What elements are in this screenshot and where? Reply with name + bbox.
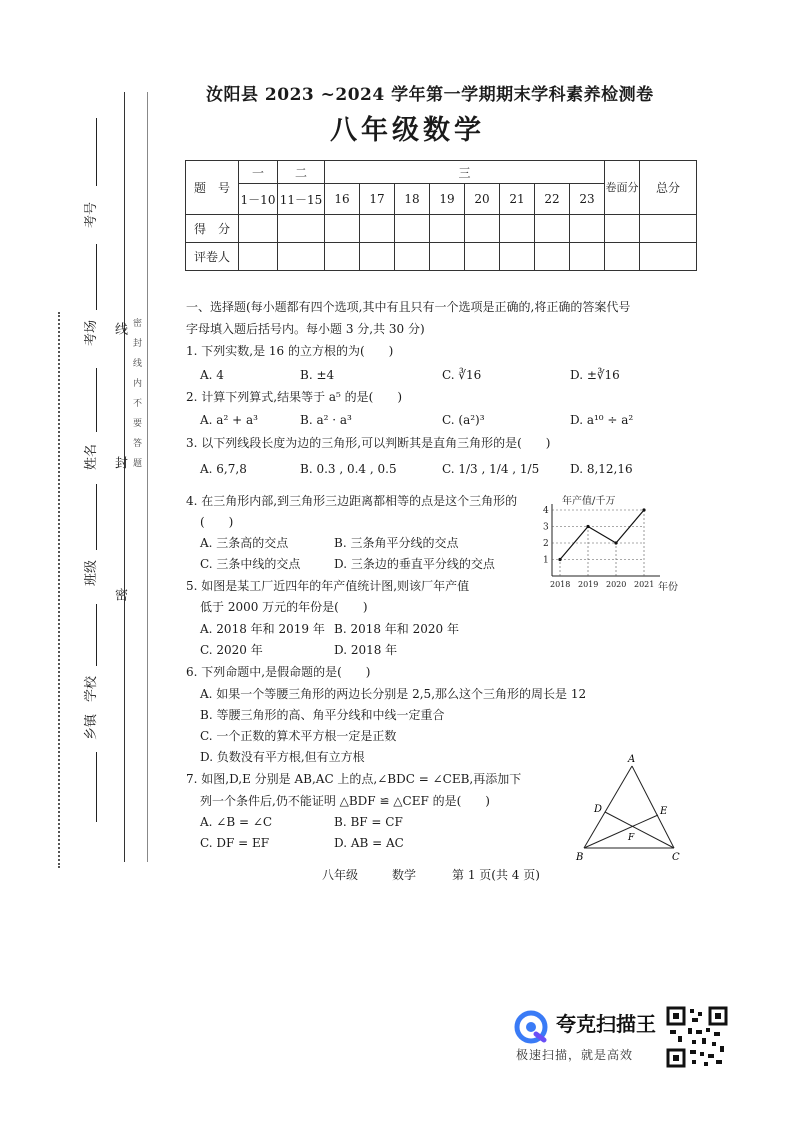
- school-label: 学校: [84, 675, 99, 702]
- exam-no-label: 考号: [84, 201, 99, 228]
- q7-stem-line1: 7. 如图,D,E 分别是 AB,AC 上的点,∠BDC = ∠CEB,再添加下: [186, 772, 522, 786]
- chart-point: [614, 541, 617, 544]
- section-three-header: 三: [325, 161, 605, 184]
- q5-option-a[interactable]: A. 2018 年和 2019 年: [200, 622, 325, 636]
- range-cell: 11－15: [278, 184, 325, 215]
- q2-option-c[interactable]: C. (a²)³: [442, 413, 485, 427]
- range-cell: 20: [465, 184, 500, 215]
- exam-no-line[interactable]: [96, 118, 97, 186]
- q4-stem-line2: ( ): [200, 515, 234, 529]
- q3-option-b[interactable]: B. 0.3 , 0.4 , 0.5: [300, 462, 397, 476]
- qr-code-icon: [666, 1006, 728, 1068]
- section-two-header: 二: [278, 161, 325, 184]
- score-cell[interactable]: [500, 215, 535, 243]
- edge-ab: [584, 766, 632, 848]
- grader-cell[interactable]: [605, 243, 640, 271]
- range-cell: 1－10: [239, 184, 278, 215]
- binding-line: [124, 92, 125, 862]
- class-line[interactable]: [96, 484, 97, 550]
- q3-option-d[interactable]: D. 8,12,16: [570, 462, 633, 476]
- production-chart: [528, 490, 688, 600]
- footer-subject: 数学: [392, 868, 417, 882]
- chart-xlabel: 年份: [658, 582, 678, 593]
- grader-row-label: 评卷人: [186, 243, 239, 271]
- q1-option-b[interactable]: B. ±4: [300, 368, 335, 382]
- q3-stem: 3. 以下列线段长度为边的三角形,可以判断其是直角三角形的是( ): [186, 436, 551, 450]
- range-cell: 21: [500, 184, 535, 215]
- grader-cell[interactable]: [278, 243, 325, 271]
- binding-border-dotted: [58, 312, 60, 868]
- section-heading-line1: 一、选择题(每小题都有四个选项,其中有且只有一个选项是正确的,将正确的答案代号: [186, 300, 631, 314]
- vertex-label-e: E: [660, 806, 668, 817]
- q4-option-b[interactable]: B. 三条角平分线的交点: [334, 536, 459, 550]
- score-cell[interactable]: [278, 215, 325, 243]
- range-cell: 23: [570, 184, 605, 215]
- chart-point: [558, 558, 561, 561]
- name-line[interactable]: [96, 368, 97, 432]
- q6-option-b[interactable]: B. 等腰三角形的高、角平分线和中线一定重合: [200, 708, 445, 722]
- class-label: 班级: [84, 559, 99, 586]
- q2-option-a[interactable]: A. a² + a³: [200, 413, 258, 427]
- vertex-label-f: F: [628, 833, 635, 843]
- grader-cell[interactable]: [325, 243, 360, 271]
- q5-stem-line1: 5. 如图是某工厂近四年的年产值统计图,则该厂年产值: [186, 579, 470, 593]
- score-cell[interactable]: [239, 215, 278, 243]
- score-cell[interactable]: [360, 215, 395, 243]
- q2-option-d[interactable]: D. a¹⁰ ÷ a²: [570, 413, 634, 427]
- q1-option-d[interactable]: D. ±∛16: [570, 368, 620, 382]
- chart-ytick-label: 4: [543, 506, 549, 516]
- q4-option-a[interactable]: A. 三条高的交点: [200, 536, 289, 550]
- room-label: 考场: [84, 319, 99, 346]
- range-cell: 16: [325, 184, 360, 215]
- range-cell: 18: [395, 184, 430, 215]
- grader-cell[interactable]: [465, 243, 500, 271]
- q4-option-d[interactable]: D. 三条边的垂直平分线的交点: [334, 557, 495, 571]
- q7-option-d[interactable]: D. AB = AC: [334, 836, 404, 850]
- vertex-label-a: A: [628, 754, 636, 765]
- q7-option-a[interactable]: A. ∠B = ∠C: [200, 815, 273, 829]
- grader-cell[interactable]: [239, 243, 278, 271]
- chart-ylabel: 年产值/千万: [562, 496, 616, 507]
- name-label: 姓名: [84, 443, 99, 470]
- binding-line-inner: [147, 92, 148, 862]
- grader-cell[interactable]: [640, 243, 697, 271]
- scanner-logo-icon: [514, 1010, 548, 1044]
- score-row-label: 得 分: [186, 215, 239, 243]
- q5-option-b[interactable]: B. 2018 年和 2020 年: [334, 622, 459, 636]
- q7-option-c[interactable]: C. DF = EF: [200, 836, 270, 850]
- score-cell[interactable]: [570, 215, 605, 243]
- scanner-slogan: 极速扫描，就是高效: [516, 1048, 634, 1062]
- grader-cell[interactable]: [360, 243, 395, 271]
- score-cell[interactable]: [640, 215, 697, 243]
- chart-xtick-label: 2019: [578, 580, 599, 589]
- chart-ytick-label: 3: [543, 522, 549, 533]
- seal-word-mi: 密: [112, 588, 127, 603]
- q4-option-c[interactable]: C. 三条中线的交点: [200, 557, 301, 571]
- footer-page: 第 1 页(共 4 页): [452, 868, 540, 882]
- chart-xtick-label: 2018: [550, 580, 571, 589]
- grader-cell[interactable]: [395, 243, 430, 271]
- q1-stem: 1. 下列实数,是 16 的立方根的为( ): [186, 344, 394, 358]
- vertex-label-d: D: [594, 804, 603, 815]
- chart-ytick-label: 1: [543, 555, 549, 566]
- score-table: [185, 160, 697, 271]
- q5-option-c[interactable]: C. 2020 年: [200, 643, 263, 657]
- school-line[interactable]: [96, 604, 97, 666]
- grader-cell[interactable]: [535, 243, 570, 271]
- binding-warning: 密 封 线 内 不 要 答 题: [131, 318, 141, 468]
- triangle-figure: [570, 752, 690, 864]
- section-one-header: 一: [239, 161, 278, 184]
- exam-subtitle: 八年级数学: [330, 115, 485, 146]
- town-line[interactable]: [96, 752, 97, 822]
- town-label: 乡镇: [84, 713, 99, 740]
- chart-point: [642, 508, 645, 511]
- score-cell[interactable]: [465, 215, 500, 243]
- q7-stem-line2: 列一个条件后,仍不能证明 △BDF ≌ △CEF 的是( ): [200, 794, 490, 808]
- q3-option-c[interactable]: C. 1/3 , 1/4 , 1/5: [442, 462, 540, 476]
- chart-xtick-label: 2020: [606, 580, 627, 589]
- q6-option-c[interactable]: C. 一个正数的算术平方根一定是正数: [200, 729, 397, 743]
- exam-title: 汝阳县 2023 ~2024 学年第一学期期末学科素养检测卷: [206, 85, 654, 105]
- range-cell: 19: [430, 184, 465, 215]
- score-cell[interactable]: [430, 215, 465, 243]
- q1-option-c[interactable]: C. ∛16: [442, 368, 482, 382]
- vertex-label-b: B: [576, 852, 584, 863]
- chart-ytick-label: 2: [543, 539, 549, 549]
- q7-option-b[interactable]: B. BF = CF: [334, 815, 403, 829]
- q2-stem: 2. 计算下列算式,结果等于 a⁵ 的是( ): [186, 390, 403, 404]
- chart-series-line: [560, 510, 644, 560]
- score-cell[interactable]: [535, 215, 570, 243]
- total-score-header: 总分: [640, 161, 697, 215]
- grader-cell[interactable]: [570, 243, 605, 271]
- range-cell: 17: [360, 184, 395, 215]
- q3-option-a[interactable]: A. 6,7,8: [200, 462, 247, 476]
- vertex-label-c: C: [672, 852, 680, 863]
- segment-cd: [605, 812, 674, 848]
- chart-xtick-label: 2021: [634, 580, 655, 589]
- score-cell[interactable]: [325, 215, 360, 243]
- q4-stem-line1: 4. 在三角形内部,到三角形三边距离都相等的点是这个三角形的: [186, 494, 518, 508]
- q6-option-d[interactable]: D. 负数没有平方根,但有立方根: [200, 750, 365, 764]
- edge-ac: [632, 766, 674, 848]
- q2-option-b[interactable]: B. a² · a³: [300, 413, 352, 427]
- scanner-name: 夸克扫描王: [556, 1012, 656, 1036]
- q5-stem-line2: 低于 2000 万元的年份是( ): [200, 600, 368, 614]
- room-line[interactable]: [96, 244, 97, 310]
- seal-word-xian: 线: [112, 322, 127, 337]
- score-table-header: 题 号: [186, 161, 239, 215]
- grader-cell[interactable]: [430, 243, 465, 271]
- range-cell: 22: [535, 184, 570, 215]
- grader-cell[interactable]: [500, 243, 535, 271]
- paper-score-header: 卷面分: [605, 161, 640, 215]
- section-heading-line2: 字母填入题后括号内。每小题 3 分,共 30 分): [186, 322, 425, 336]
- chart-point: [586, 525, 589, 528]
- score-cell[interactable]: [395, 215, 430, 243]
- footer-grade: 八年级: [322, 868, 359, 882]
- q6-option-a[interactable]: A. 如果一个等腰三角形的两边长分别是 2,5,那么这个三角形的周长是 12: [200, 687, 587, 701]
- q6-stem: 6. 下列命题中,是假命题的是( ): [186, 665, 371, 679]
- score-cell[interactable]: [605, 215, 640, 243]
- q5-option-d[interactable]: D. 2018 年: [334, 643, 398, 657]
- q1-option-a[interactable]: A. 4: [200, 368, 224, 382]
- seal-word-feng: 封: [112, 456, 127, 471]
